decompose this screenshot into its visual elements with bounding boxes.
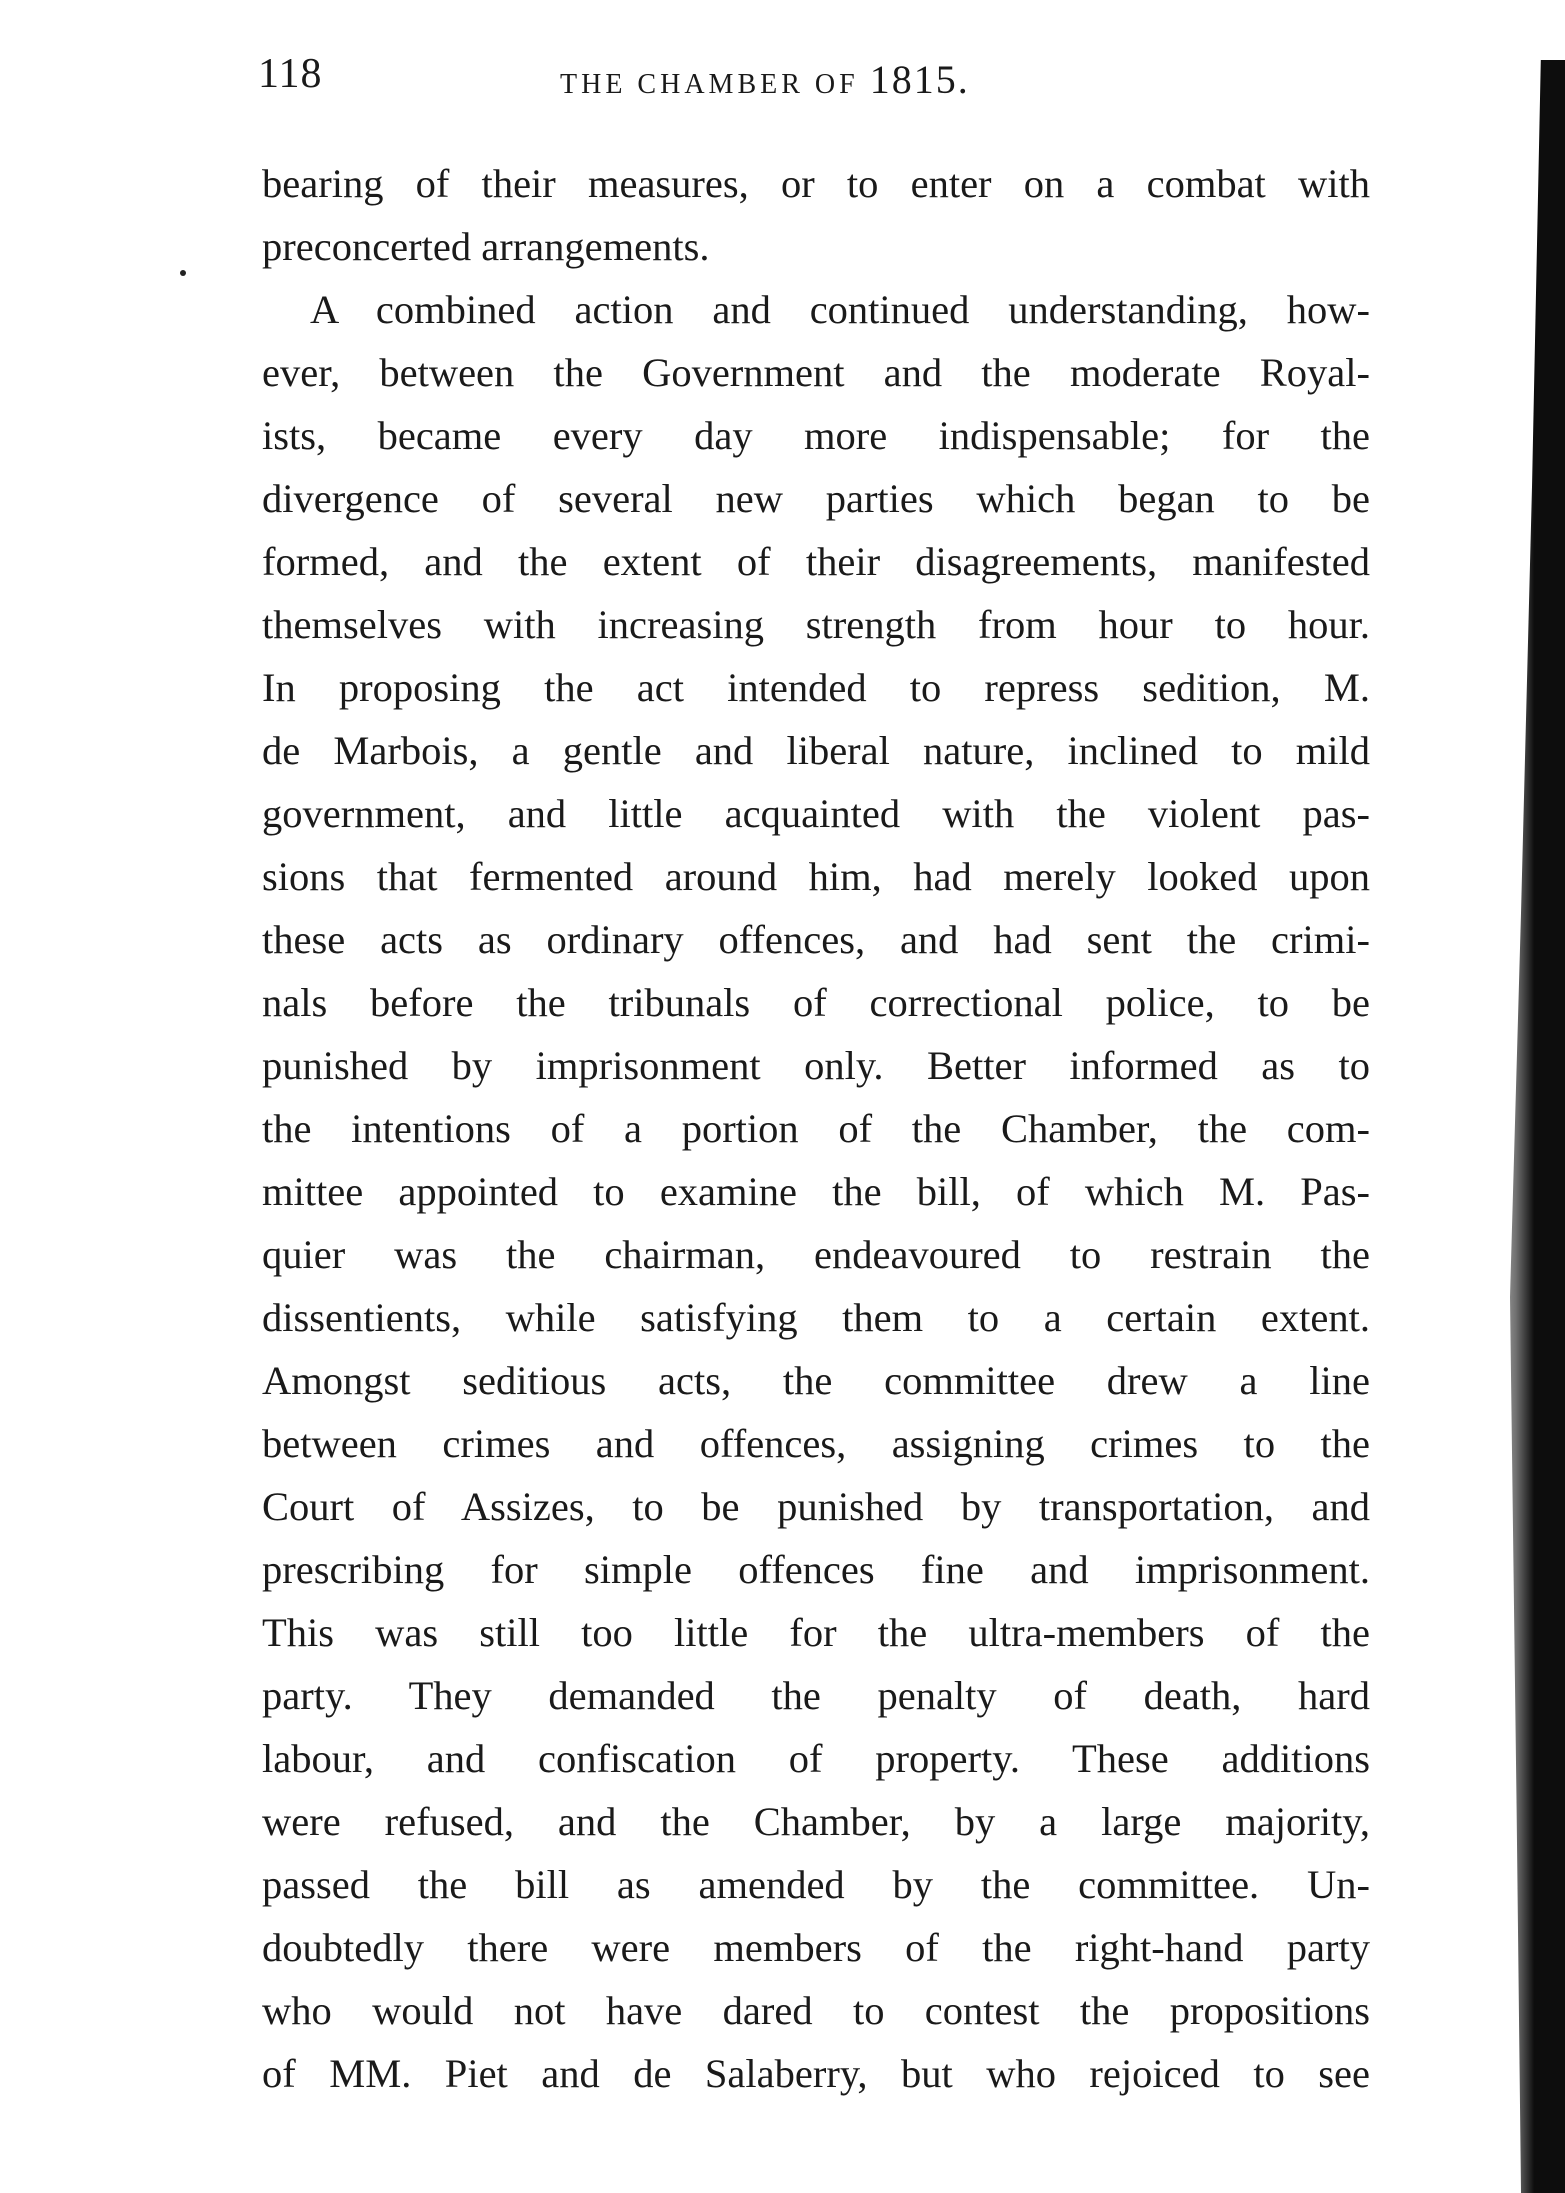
text-line: party. They demanded the penalty of death, hard [262, 1673, 1370, 1718]
text-line: de Marbois, a gentle and liberal nature, inclined to mild [262, 728, 1370, 773]
text-line: divergence of several new parties which began to be [262, 476, 1370, 521]
text-line: Amongst seditious acts, the committee drew a line [262, 1358, 1370, 1403]
text-line: A combined action and continued understanding, how- [310, 287, 1370, 332]
text-line: bearing of their measures, or to enter on a combat with [262, 161, 1370, 206]
running-title [560, 56, 970, 103]
text-line: prescribing for simple offences fine and imprisonment. [262, 1547, 1370, 1592]
text-line: preconcerted arrangements. [262, 224, 710, 269]
running-title-text: THE CHAMBER OF [560, 69, 859, 100]
text-line: were refused, and the Chamber, by a large majority, [262, 1799, 1370, 1844]
text-line: between crimes and offences, assigning crimes to the [262, 1421, 1370, 1466]
text-line: government, and little acquainted with the violent pas- [262, 791, 1370, 836]
text-line: dissentients, while satisfying them to a certain extent. [262, 1295, 1370, 1340]
text-line: punished by imprisonment only. Better informed as to [262, 1043, 1370, 1088]
text-line: This was still too little for the ultra-members of the [262, 1610, 1370, 1655]
stray-mark [180, 270, 186, 276]
text-line: In proposing the act intended to repress sedition, M. [262, 665, 1370, 710]
text-line: ists, became every day more indispensable; for the [262, 413, 1370, 458]
running-title-year: 1815. [869, 57, 970, 102]
text-line: labour, and confiscation of property. These additions [262, 1736, 1370, 1781]
text-line: sions that fermented around him, had merely looked upon [262, 854, 1370, 899]
page-number: 118 [258, 51, 323, 97]
page-edge-shadow [1455, 60, 1565, 2193]
text-line: mittee appointed to examine the bill, of which M. Pas- [262, 1169, 1370, 1214]
text-line: these acts as ordinary offences, and had sent the crimi- [262, 917, 1370, 962]
text-line: ever, between the Government and the moderate Royal- [262, 350, 1370, 395]
text-line: nals before the tribunals of correctional police, to be [262, 980, 1370, 1025]
text-line: formed, and the extent of their disagreements, manifested [262, 539, 1370, 584]
text-line: Court of Assizes, to be punished by transportation, and [262, 1484, 1370, 1529]
running-header [258, 50, 1378, 120]
text-line: passed the bill as amended by the committee. Un- [262, 1862, 1370, 1907]
text-line: themselves with increasing strength from hour to hour. [262, 602, 1370, 647]
text-line: the intentions of a portion of the Chamber, the com- [262, 1106, 1370, 1151]
text-line: who would not have dared to contest the propositions [262, 1988, 1370, 2033]
text-line: of MM. Piet and de Salaberry, but who rejoiced to see [262, 2051, 1370, 2096]
text-line: quier was the chairman, endeavoured to restrain the [262, 1232, 1370, 1277]
body-text [262, 152, 1370, 2105]
text-line: doubtedly there were members of the right-hand party [262, 1925, 1370, 1970]
